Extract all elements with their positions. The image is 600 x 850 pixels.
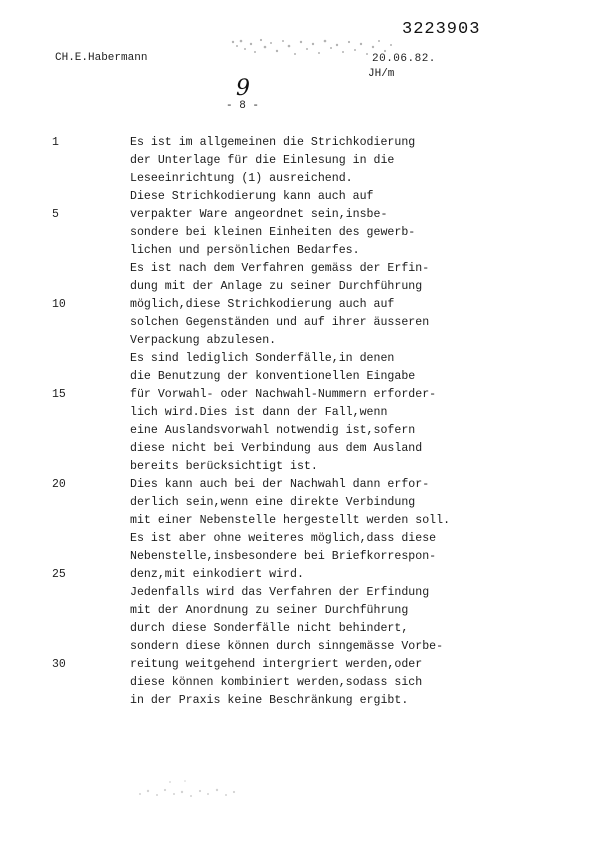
line-number: 20 — [52, 478, 66, 491]
text-line: lichen und persönlichen Bedarfes. — [130, 244, 360, 257]
line-number: 30 — [52, 658, 66, 671]
text-line: Diese Strichkodierung kann auch auf — [130, 190, 374, 203]
handwritten-page-number: 9 — [236, 76, 250, 101]
text-line: der Unterlage für die Einlesung in die — [130, 154, 395, 167]
text-line: sondern diese können durch sinngemässe Vorbe- — [130, 640, 444, 653]
text-line: bereits berücksichtigt ist. — [130, 460, 318, 473]
text-line: sondere bei kleinen Einheiten des gewerb- — [130, 226, 416, 239]
text-line: denz,mit einkodiert wird. — [130, 568, 304, 581]
document-number: 3223903 — [402, 20, 481, 39]
text-line: Verpackung abzulesen. — [130, 334, 277, 347]
text-line: durch diese Sonderfälle nicht behindert, — [130, 622, 409, 635]
text-line: die Benutzung der konventionellen Eingabe — [130, 370, 416, 383]
line-number: 5 — [52, 208, 59, 221]
text-line: für Vorwahl- oder Nachwahl-Nummern erforder- — [130, 388, 437, 401]
line-number: 1 — [52, 136, 59, 149]
text-line: Es ist aber ohne weiteres möglich,dass diese — [130, 532, 437, 545]
line-number: 10 — [52, 298, 66, 311]
dictation-mark: JH/m — [368, 68, 395, 80]
text-line: Es ist im allgemeinen die Strichkodierung — [130, 136, 416, 149]
text-line: diese nicht bei Verbindung aus dem Ausland — [130, 442, 423, 455]
line-number: 15 — [52, 388, 66, 401]
text-line: diese können kombiniert werden,sodass sich — [130, 676, 423, 689]
text-line: in der Praxis keine Beschränkung ergibt. — [130, 694, 409, 707]
text-line: Es ist nach dem Verfahren gemäss der Erfin- — [130, 262, 430, 275]
text-line: Jedenfalls wird das Verfahren der Erfindung — [130, 586, 430, 599]
author-name: CH.E.Habermann — [55, 52, 148, 64]
text-line: dung mit der Anlage zu seiner Durchführung — [130, 280, 423, 293]
text-line: solchen Gegenständen und auf ihrer äusseren — [130, 316, 430, 329]
text-line: mit einer Nebenstelle hergestellt werden soll. — [130, 514, 451, 527]
line-number: 25 — [52, 568, 66, 581]
text-line: mit der Anordnung zu seiner Durchführung — [130, 604, 409, 617]
scan-smudge — [130, 776, 260, 806]
text-line: eine Auslandsvorwahl notwendig ist,sofern — [130, 424, 416, 437]
text-line: Dies kann auch bei der Nachwahl dann erfor- — [130, 478, 430, 491]
text-line: möglich,diese Strichkodierung auch auf — [130, 298, 395, 311]
text-line: lich wird.Dies ist dann der Fall,wenn — [130, 406, 388, 419]
document-date: 20.06.82. — [372, 53, 436, 65]
text-line: Nebenstelle,insbesondere bei Briefkorrespon- — [130, 550, 437, 563]
text-line: derlich sein,wenn eine direkte Verbindung — [130, 496, 416, 509]
page-number: - 8 - — [226, 100, 260, 112]
text-line: verpakter Ware angeordnet sein,insbe- — [130, 208, 388, 221]
text-line: reitung weitgehend intergriert werden,oder — [130, 658, 423, 671]
text-line: Leseeinrichtung (1) ausreichend. — [130, 172, 353, 185]
text-line: Es sind lediglich Sonderfälle,in denen — [130, 352, 395, 365]
